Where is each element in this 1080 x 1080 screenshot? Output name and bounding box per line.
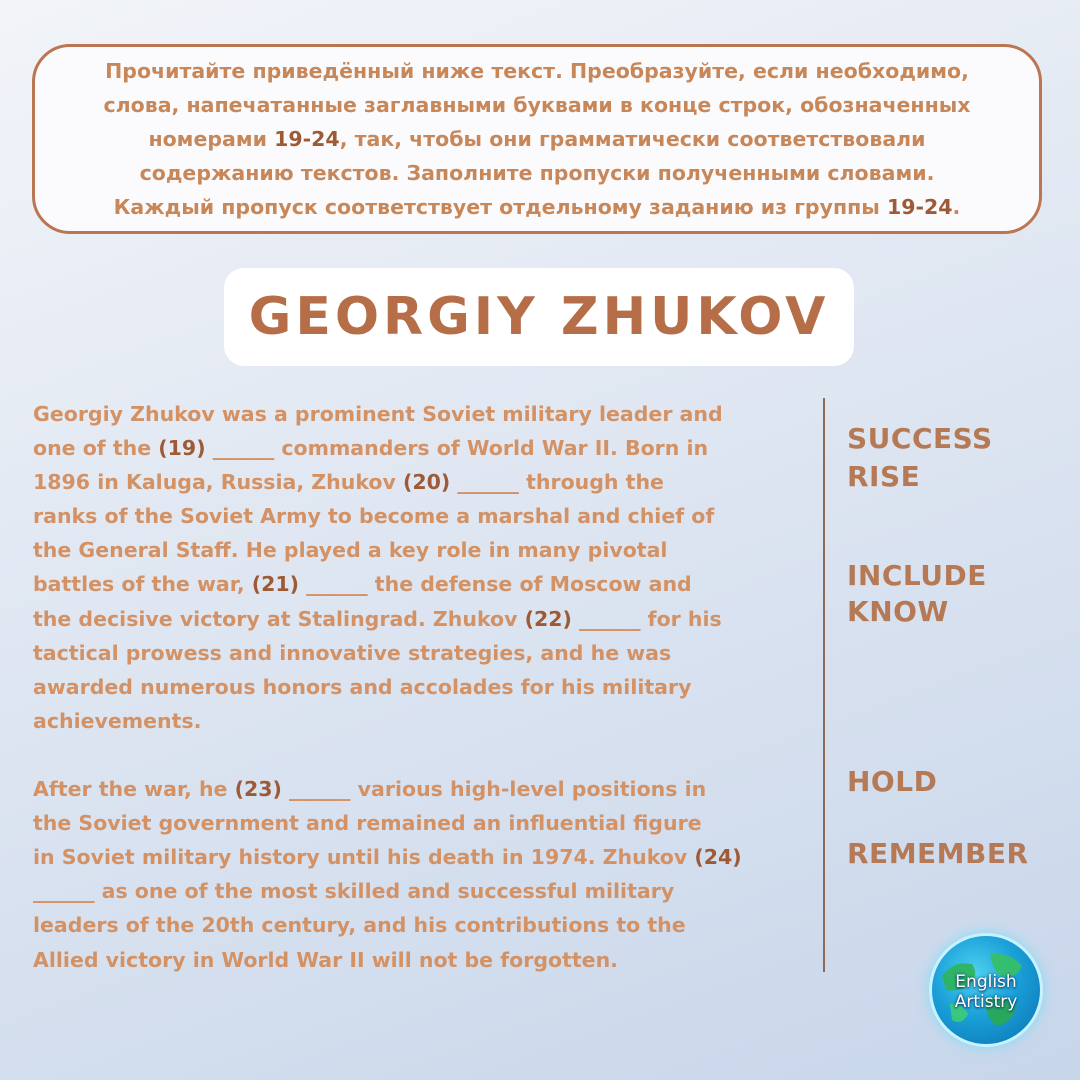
gap-number: (19) [158, 436, 206, 461]
passage-line [33, 874, 808, 908]
passage-text: ______ various high-level positions in [281, 777, 707, 802]
passage-text: one of the [33, 436, 159, 461]
passage-line [33, 499, 808, 533]
passage-text: ______ as one of the most skilled and successful military [33, 879, 675, 904]
passage-line [33, 704, 808, 738]
passage-text: 1896 in Kaluga, Russia, Zhukov [33, 470, 404, 495]
instruction-line [103, 190, 970, 224]
passage-line [33, 908, 808, 942]
divider [823, 398, 825, 972]
passage-line [33, 533, 808, 567]
passage-text: the General Staff. He played a key role in many pivotal [33, 538, 668, 563]
passage-text: Georgiy Zhukov was a prominent Soviet military leader and [33, 402, 723, 426]
passage-line [33, 840, 808, 874]
instruction-line: Прочитайте приведённый ниже текст. Преобразуйте, если необходимо, [105, 59, 969, 83]
passage-text: the Soviet government and remained an influential figure [33, 811, 702, 836]
instruction-box [32, 44, 1042, 234]
passage-text: leaders of the 20th century, and his contributions to the [33, 913, 686, 938]
paragraph-gap [33, 738, 808, 772]
passage-line [33, 431, 808, 465]
passage-text: achievements. [33, 708, 202, 733]
word-rise: RISE [847, 460, 921, 493]
gap-number: (21) [251, 572, 300, 597]
logo-text-line1: English [955, 972, 1017, 992]
logo-text-line2: Artistry [954, 992, 1018, 1012]
english-artistry-logo [932, 936, 1040, 1044]
passage-text: ______ commanders of World War II. Born in [205, 436, 709, 461]
passage-line [33, 806, 808, 840]
instruction-segment: Каждый пропуск соответствует отдельному заданию из группы [113, 195, 887, 219]
passage-text: the decisive victory at Stalingrad. Zhukov [33, 606, 525, 631]
passage [33, 397, 808, 977]
task-range: 19-24 [274, 127, 340, 151]
instruction-line: слова, напечатанные заглавными буквами в конце строк, обозначенных [103, 93, 971, 117]
gap-number: (22) [524, 606, 572, 631]
passage-line [33, 602, 808, 636]
passage-line [33, 465, 808, 499]
passage-text: After the war, he [33, 777, 235, 802]
instruction-segment: . [952, 195, 961, 219]
passage-line [33, 772, 808, 806]
passage-text: ______ the defense of Moscow and [299, 572, 692, 597]
word-include: INCLUDE [847, 559, 987, 592]
passage-text: ______ through the [450, 470, 664, 495]
page-title: GEORGIY ZHUKOV [248, 287, 830, 347]
instruction-segment: , так, чтобы они грамматически соответствовали [339, 127, 926, 151]
instruction-segment: номерами [148, 127, 275, 151]
word-remember: REMEMBER [847, 837, 1029, 870]
passage-line [33, 397, 808, 431]
passage-line [33, 567, 808, 601]
passage-line [33, 670, 808, 704]
passage-text: in Soviet military history until his death in 1974. Zhukov [33, 845, 695, 870]
word-hold: HOLD [847, 765, 938, 798]
passage-line [33, 943, 808, 977]
passage-text: tactical prowess and innovative strategies, and he was [33, 640, 672, 665]
instruction-text [103, 54, 970, 224]
word-know: KNOW [847, 595, 949, 628]
gap-number: (24) [694, 845, 742, 870]
passage-text: battles of the war, [33, 572, 252, 597]
gap-number: (20) [403, 470, 451, 495]
passage-text: ______ for his [571, 606, 722, 631]
title-box [224, 268, 854, 366]
passage-text: ranks of the Soviet Army to become a marshal and chief of [33, 504, 715, 529]
passage-text: awarded numerous honors and accolades for his military [33, 674, 692, 699]
task-range: 19-24 [886, 195, 953, 219]
instruction-line: содержанию текстов. Заполните пропуски полученными словами. [139, 161, 935, 185]
instruction-line [103, 122, 970, 156]
passage-text: Allied victory in World War II will not be forgotten. [33, 947, 618, 972]
passage-line [33, 636, 808, 670]
word-success: SUCCESS [847, 422, 993, 455]
gap-number: (23) [234, 777, 282, 802]
